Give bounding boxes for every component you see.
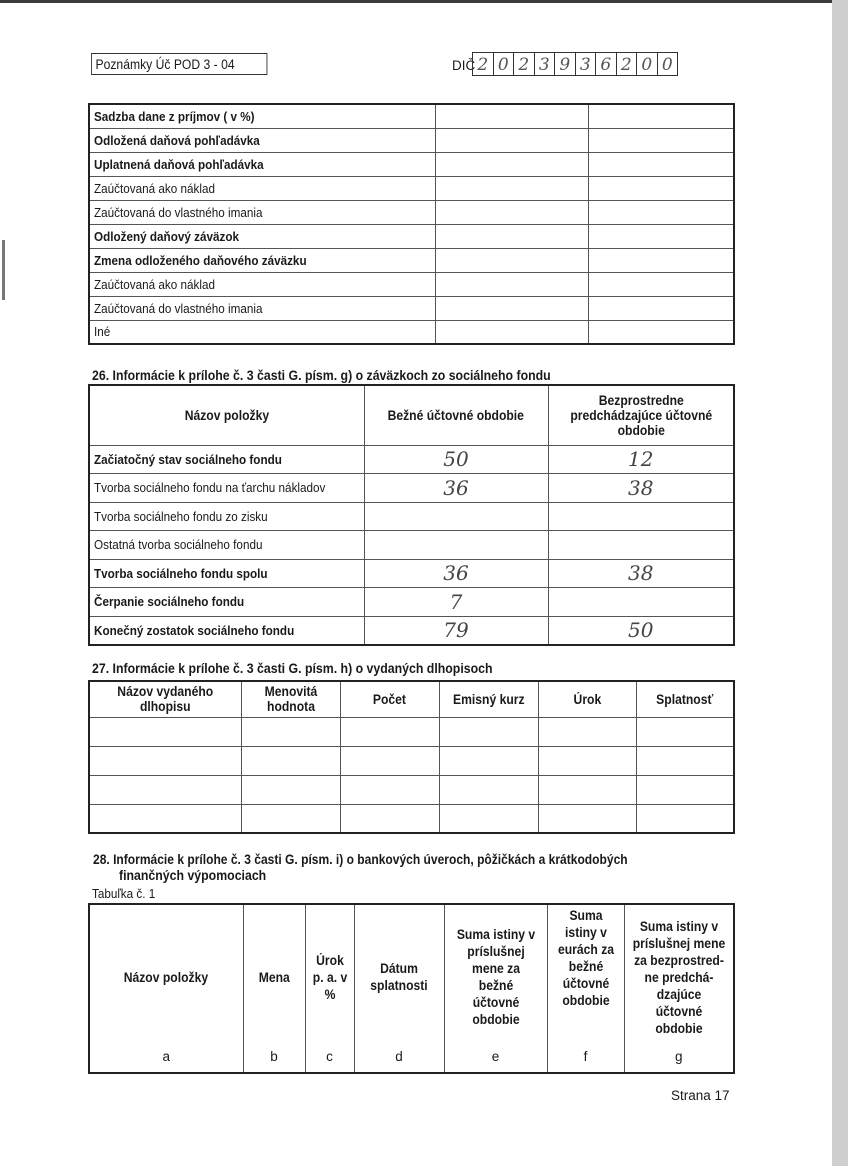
table-header-row [89,385,734,445]
table-row [89,804,734,833]
value-cell [435,248,588,272]
section-28-title-line2: finančných výpomociach [119,867,267,883]
value-cell [588,176,734,200]
column-header: Názov položky [184,407,269,423]
column-letter: d [354,1049,444,1073]
dic-digit: 6 [596,52,617,76]
value-cell [435,104,588,128]
table-row [89,559,734,588]
table-row [89,531,734,560]
value-cell [588,104,734,128]
current-period-value: 36 [364,559,548,588]
table-row [89,104,734,128]
previous-period-value [548,588,734,617]
table-cell [340,717,439,746]
table-cell [89,804,241,833]
bonds-table [88,680,735,834]
previous-period-value: 38 [548,559,734,588]
table-row [89,128,734,152]
column-header: Suma istiny v eurách za bežné účtovné obdobie [557,908,614,1008]
row-label: Zaúčtovaná do vlastného imania [94,204,263,220]
row-label: Odložený daňový záväzok [94,228,239,244]
dic-digit: 0 [658,52,679,76]
dic-field [472,52,678,76]
section-28-title-line1: 28. Informácie k prílohe č. 3 časti G. písm. i) o bankových úveroch, pôžičkách a krátkodobých [93,851,628,867]
dic-label: DIČ [452,58,476,73]
deferred-tax-table [88,103,735,345]
table-cell [89,775,241,804]
section-26-title: 26. Informácie k prílohe č. 3 časti G. písm. g) o záväzkoch zo sociálneho fondu [92,367,551,383]
dic-digit: 0 [637,52,658,76]
row-label: Tvorba sociálneho fondu na ťarchu nákladov [94,480,326,496]
row-label: Zmena odloženého daňového záväzku [94,252,307,268]
table-header-row [89,904,734,1049]
value-cell [435,296,588,320]
dic-digit: 9 [555,52,576,76]
table-cell [340,804,439,833]
row-label: Zaúčtovaná do vlastného imania [94,300,263,316]
column-letter: c [305,1049,354,1073]
page-number: Strana 17 [671,1088,730,1103]
column-letter: g [624,1049,734,1073]
table-cell [439,804,538,833]
value-cell [435,128,588,152]
value-cell [588,224,734,248]
dic-digit: 3 [535,52,556,76]
table-cell [340,775,439,804]
dic-digit: 2 [473,52,494,76]
current-period-value: 36 [364,474,548,503]
value-cell [588,296,734,320]
row-label: Zaúčtovaná ako náklad [94,180,215,196]
table-row [89,717,734,746]
value-cell [435,176,588,200]
table-cell [241,775,340,804]
table-cell [89,746,241,775]
table-cell [241,746,340,775]
column-letter-row [89,1049,734,1073]
dic-digit: 3 [576,52,597,76]
dic-digit: 2 [617,52,638,76]
form-label: Poznámky Úč POD 3 - 04 [91,53,267,75]
table-cell [241,804,340,833]
scan-left-mark [2,240,5,300]
dic-digit: 0 [494,52,515,76]
social-fund-table [88,384,735,646]
table-cell [439,717,538,746]
table-row [89,616,734,645]
row-label: Sadzba dane z príjmov ( v %) [94,108,255,124]
value-cell [435,224,588,248]
value-cell [588,128,734,152]
value-cell [588,248,734,272]
table-row [89,272,734,296]
value-cell [435,320,588,344]
table-row [89,775,734,804]
value-cell [435,152,588,176]
current-period-value [364,531,548,560]
table-cell [538,804,636,833]
table-cell [538,775,636,804]
table-cell [636,746,734,775]
column-header: Mena [258,969,290,985]
row-label: Ostatná tvorba sociálneho fondu [94,537,263,553]
column-header: Bežné účtovné obdobie [387,407,525,423]
current-period-value: 7 [364,588,548,617]
value-cell [588,152,734,176]
table-row [89,474,734,503]
column-header: Emisný kurz [452,691,525,707]
table-cell [636,775,734,804]
table-cell [538,717,636,746]
table-row [89,296,734,320]
table-row [89,224,734,248]
table-label: Tabuľka č. 1 [92,886,156,901]
column-header: Suma istiny v príslušnej mene za bezprostred-ne predchá-dzajúce účtovné obdobie [632,918,726,1036]
value-cell [435,272,588,296]
column-header: Suma istiny v príslušnej mene za bežné účtovné obdobie [456,927,535,1027]
scan-top-edge [0,0,848,3]
current-period-value: 50 [364,445,548,474]
value-cell [435,200,588,224]
previous-period-value: 38 [548,474,734,503]
value-cell [588,200,734,224]
row-label: Odložená daňová pohľadávka [94,132,260,148]
row-label: Zaúčtovaná ako náklad [94,276,215,292]
table-cell [241,717,340,746]
column-header: Splatnosť [656,691,714,707]
column-letter: b [243,1049,305,1073]
table-cell [340,746,439,775]
loans-table [88,903,735,1074]
previous-period-value: 12 [548,445,734,474]
section-27-title: 27. Informácie k prílohe č. 3 časti G. písm. h) o vydaných dlhopisoch [92,660,493,676]
table-cell [439,775,538,804]
table-row [89,746,734,775]
row-label: Tvorba sociálneho fondu zo zisku [94,508,268,524]
value-cell [588,320,734,344]
column-letter: e [444,1049,547,1073]
table-cell [439,746,538,775]
table-row [89,152,734,176]
current-period-value: 79 [364,616,548,645]
scan-right-edge [832,0,848,1166]
value-cell [588,272,734,296]
table-row [89,248,734,272]
table-cell [636,717,734,746]
row-label: Konečný zostatok sociálneho fondu [94,622,295,638]
column-letter: a [89,1049,243,1073]
previous-period-value [548,531,734,560]
row-label: Uplatnená daňová pohľadávka [94,156,264,172]
dic-digit: 2 [514,52,535,76]
column-header: Úrok [573,691,601,707]
column-header: Bezprostredne predchádzajúce účtovné obdobie [569,392,712,438]
column-header: Dátum splatnosti [370,961,428,993]
row-label: Začiatočný stav sociálneho fondu [94,451,282,467]
table-cell [89,717,241,746]
column-header: Menovitá hodnota [264,684,317,715]
column-header: Počet [372,691,407,707]
table-row [89,320,734,344]
table-row [89,588,734,617]
table-cell [636,804,734,833]
table-header-row [89,681,734,717]
column-header: Názov vydaného dlhopisu [117,684,214,715]
table-row [89,200,734,224]
column-letter: f [547,1049,624,1073]
table-row [89,502,734,531]
previous-period-value: 50 [548,616,734,645]
table-row [89,445,734,474]
row-label: Tvorba sociálneho fondu spolu [94,565,268,581]
row-label: Iné [94,324,111,340]
column-header: Úrok p. a. v % [312,952,347,1002]
table-cell [538,746,636,775]
current-period-value [364,502,548,531]
column-header: Názov položky [124,969,209,985]
table-row [89,176,734,200]
section-28-title [93,851,733,867]
row-label: Čerpanie sociálneho fondu [94,594,245,610]
previous-period-value [548,502,734,531]
